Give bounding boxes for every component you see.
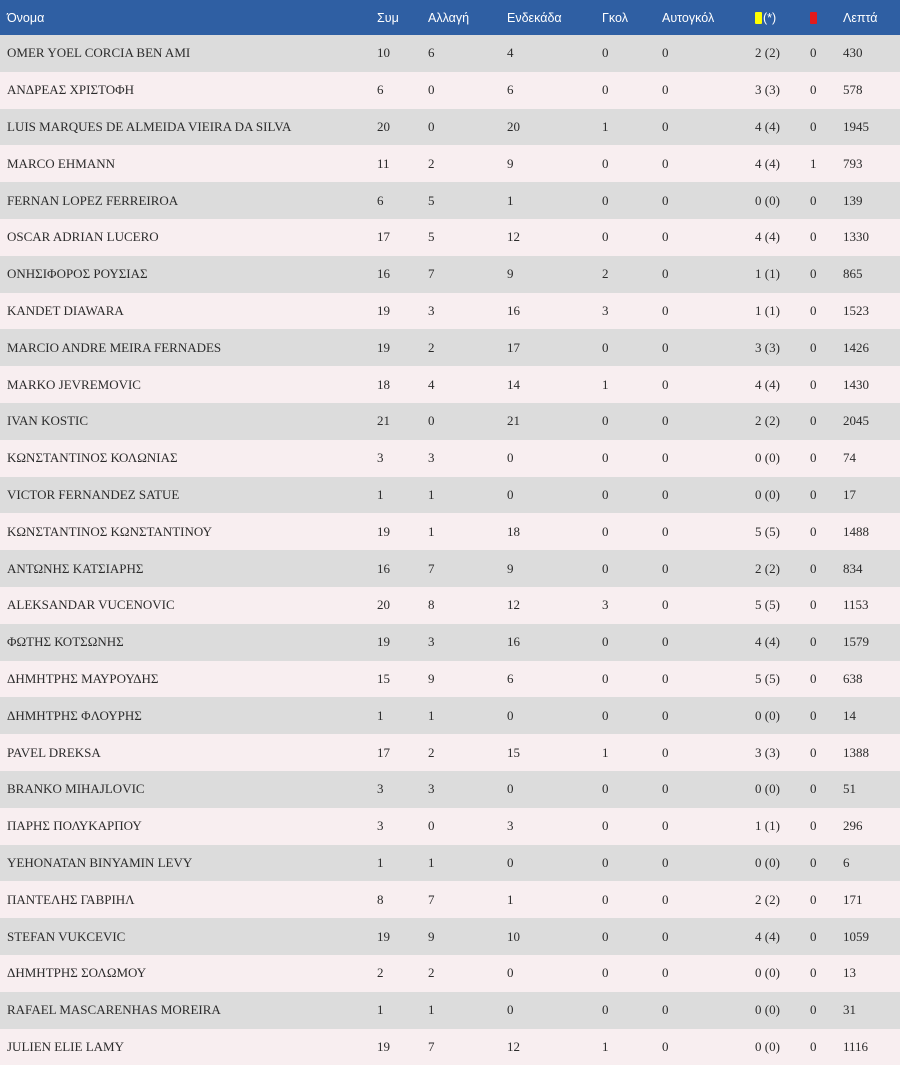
player-starts: 17: [507, 339, 520, 355]
player-own-goals: 0: [662, 192, 669, 208]
player-starts: 1: [507, 192, 514, 208]
player-red-cards: 0: [810, 1002, 817, 1018]
player-red-cards: 0: [810, 229, 817, 245]
player-starts: 21: [507, 413, 520, 429]
header-row: [0, 0, 900, 35]
player-subs: 0: [428, 413, 435, 429]
player-yellow-cards: 0 (0): [755, 1002, 780, 1018]
player-subs: 9: [428, 928, 435, 944]
player-subs: 2: [428, 965, 435, 981]
player-yellow-cards: 4 (4): [755, 155, 780, 171]
player-minutes: 578: [843, 82, 863, 98]
player-apps: 3: [377, 450, 384, 466]
player-yellow-cards: 0 (0): [755, 965, 780, 981]
player-subs: 0: [428, 118, 435, 134]
player-yellow-cards: 0 (0): [755, 450, 780, 466]
player-yellow-cards: 0 (0): [755, 854, 780, 870]
player-minutes: 51: [843, 781, 856, 797]
player-yellow-cards: 5 (5): [755, 523, 780, 539]
player-apps: 19: [377, 1038, 390, 1054]
player-yellow-cards: 4 (4): [755, 118, 780, 134]
player-own-goals: 0: [662, 928, 669, 944]
table-row: [0, 550, 900, 587]
player-apps: 20: [377, 597, 390, 613]
player-subs: 1: [428, 854, 435, 870]
table-row: [0, 35, 900, 72]
player-red-cards: 0: [810, 376, 817, 392]
header-subs[interactable]: Αλλαγή: [428, 10, 470, 25]
player-goals: 0: [602, 450, 609, 466]
header-own-goals[interactable]: Αυτογκόλ: [662, 10, 715, 25]
table-body: [0, 35, 900, 1065]
player-name: MARKO JEVREMOVIC: [7, 376, 141, 392]
player-own-goals: 0: [662, 597, 669, 613]
player-own-goals: 0: [662, 891, 669, 907]
player-subs: 1: [428, 523, 435, 539]
player-subs: 3: [428, 781, 435, 797]
player-apps: 19: [377, 302, 390, 318]
player-starts: 16: [507, 302, 520, 318]
table-header: [0, 0, 900, 35]
player-subs: 5: [428, 229, 435, 245]
player-name: ΑΝΤΩΝΗΣ ΚΑΤΣΙΑΡΗΣ: [7, 560, 144, 576]
player-name: MARCIO ANDRE MEIRA FERNADES: [7, 339, 222, 355]
player-minutes: 430: [843, 45, 863, 61]
player-minutes: 1388: [843, 744, 869, 760]
table-row: [0, 145, 900, 182]
player-starts: 15: [507, 744, 520, 760]
player-name: ΦΩΤΗΣ ΚΟΤΣΩΝΗΣ: [7, 634, 124, 650]
player-red-cards: 0: [810, 82, 817, 98]
player-subs: 3: [428, 634, 435, 650]
table-row: [0, 808, 900, 845]
player-goals: 0: [602, 155, 609, 171]
player-yellow-cards: 1 (1): [755, 266, 780, 282]
red-card-icon: [810, 12, 817, 24]
player-red-cards: 0: [810, 192, 817, 208]
player-minutes: 793: [843, 155, 863, 171]
player-name: ΠΑΝΤΕΛΗΣ ΓΑΒΡΙΗΛ: [7, 891, 135, 907]
table-row: [0, 992, 900, 1029]
player-own-goals: 0: [662, 413, 669, 429]
player-yellow-cards: 4 (4): [755, 928, 780, 944]
player-name: KANDET DIAWARA: [7, 302, 124, 318]
player-goals: 1: [602, 1038, 609, 1054]
player-red-cards: 0: [810, 45, 817, 61]
player-red-cards: 0: [810, 854, 817, 870]
player-subs: 2: [428, 339, 435, 355]
player-name: STEFAN VUKCEVIC: [7, 928, 126, 944]
player-starts: 12: [507, 597, 520, 613]
player-own-goals: 0: [662, 266, 669, 282]
player-minutes: 14: [843, 707, 856, 723]
table-row: [0, 624, 900, 661]
player-minutes: 139: [843, 192, 863, 208]
player-yellow-cards: 1 (1): [755, 302, 780, 318]
player-yellow-cards: 4 (4): [755, 634, 780, 650]
player-apps: 10: [377, 45, 390, 61]
player-starts: 10: [507, 928, 520, 944]
player-name: OMER YOEL CORCIA BEN AMI: [7, 45, 191, 61]
player-red-cards: 1: [810, 155, 817, 171]
player-apps: 1: [377, 854, 384, 870]
player-yellow-cards: 2 (2): [755, 45, 780, 61]
player-own-goals: 0: [662, 818, 669, 834]
player-own-goals: 0: [662, 229, 669, 245]
player-own-goals: 0: [662, 1038, 669, 1054]
player-goals: 0: [602, 965, 609, 981]
player-starts: 12: [507, 229, 520, 245]
player-minutes: 17: [843, 486, 856, 502]
table-row: [0, 513, 900, 550]
player-apps: 8: [377, 891, 384, 907]
player-red-cards: 0: [810, 781, 817, 797]
player-subs: 7: [428, 891, 435, 907]
player-starts: 0: [507, 450, 514, 466]
player-yellow-cards: 3 (3): [755, 339, 780, 355]
player-own-goals: 0: [662, 302, 669, 318]
player-minutes: 2045: [843, 413, 869, 429]
player-starts: 20: [507, 118, 520, 134]
player-name: PAVEL DREKSA: [7, 744, 101, 760]
player-name: LUIS MARQUES DE ALMEIDA VIEIRA DA SILVA: [7, 118, 292, 134]
player-goals: 0: [602, 192, 609, 208]
player-apps: 1: [377, 486, 384, 502]
player-minutes: 171: [843, 891, 863, 907]
player-name: RAFAEL MASCARENHAS MOREIRA: [7, 1002, 221, 1018]
player-goals: 0: [602, 82, 609, 98]
player-minutes: 1579: [843, 634, 869, 650]
player-red-cards: 0: [810, 928, 817, 944]
player-name: ΚΩΝΣΤΑΝΤΙΝΟΣ ΚΟΛΩΝΙΑΣ: [7, 450, 178, 466]
table-row: [0, 771, 900, 808]
table-row: [0, 403, 900, 440]
table-row: [0, 219, 900, 256]
player-apps: 20: [377, 118, 390, 134]
player-name: MARCO EHMANN: [7, 155, 115, 171]
table-row: [0, 256, 900, 293]
player-red-cards: 0: [810, 560, 817, 576]
player-own-goals: 0: [662, 450, 669, 466]
player-apps: 11: [377, 155, 390, 171]
player-subs: 1: [428, 707, 435, 723]
player-subs: 2: [428, 155, 435, 171]
player-subs: 4: [428, 376, 435, 392]
player-minutes: 74: [843, 450, 856, 466]
player-own-goals: 0: [662, 560, 669, 576]
player-subs: 7: [428, 560, 435, 576]
player-own-goals: 0: [662, 1002, 669, 1018]
player-apps: 6: [377, 192, 384, 208]
player-yellow-cards: 0 (0): [755, 707, 780, 723]
player-starts: 0: [507, 854, 514, 870]
player-goals: 0: [602, 523, 609, 539]
player-red-cards: 0: [810, 744, 817, 760]
player-name: YEHONATAN BINYAMIN LEVY: [7, 854, 193, 870]
player-red-cards: 0: [810, 486, 817, 502]
player-starts: 3: [507, 818, 514, 834]
player-goals: 0: [602, 560, 609, 576]
player-yellow-cards: 4 (4): [755, 376, 780, 392]
player-subs: 5: [428, 192, 435, 208]
table-row: [0, 1029, 900, 1065]
player-yellow-cards: 5 (5): [755, 597, 780, 613]
player-yellow-cards: 5 (5): [755, 670, 780, 686]
header-red-cards[interactable]: [810, 0, 843, 35]
player-red-cards: 0: [810, 965, 817, 981]
player-name: ΑΝΔΡΕΑΣ ΧΡΙΣΤΟΦΗ: [7, 82, 135, 98]
player-subs: 0: [428, 818, 435, 834]
player-goals: 0: [602, 670, 609, 686]
player-minutes: 296: [843, 818, 863, 834]
table-row: [0, 329, 900, 366]
table-row: [0, 734, 900, 771]
player-name: VICTOR FERNANDEZ SATUE: [7, 486, 180, 502]
player-subs: 1: [428, 486, 435, 502]
player-yellow-cards: 4 (4): [755, 229, 780, 245]
player-minutes: 6: [843, 854, 850, 870]
player-minutes: 1153: [843, 597, 869, 613]
player-starts: 1: [507, 891, 514, 907]
table-row: [0, 72, 900, 109]
player-apps: 2: [377, 965, 384, 981]
player-goals: 0: [602, 45, 609, 61]
player-yellow-cards: 1 (1): [755, 818, 780, 834]
player-minutes: 1488: [843, 523, 869, 539]
player-goals: 0: [602, 781, 609, 797]
table-row: [0, 661, 900, 698]
player-minutes: 1523: [843, 302, 869, 318]
player-own-goals: 0: [662, 634, 669, 650]
player-goals: 0: [602, 707, 609, 723]
player-apps: 19: [377, 928, 390, 944]
header-yellow-suffix: (*): [763, 10, 777, 25]
player-minutes: 1059: [843, 928, 869, 944]
player-yellow-cards: 2 (2): [755, 560, 780, 576]
player-red-cards: 0: [810, 339, 817, 355]
player-own-goals: 0: [662, 486, 669, 502]
table-row: [0, 293, 900, 330]
player-name: ΔΗΜΗΤΡΗΣ ΣΟΛΩΜΟΥ: [7, 965, 147, 981]
player-starts: 0: [507, 486, 514, 502]
player-name: JULIEN ELIE LAMY: [7, 1038, 124, 1054]
player-minutes: 865: [843, 266, 863, 282]
player-name: IVAN KOSTIC: [7, 413, 89, 429]
player-minutes: 638: [843, 670, 863, 686]
player-name: ΚΩΝΣΤΑΝΤΙΝΟΣ ΚΩΝΣΤΑΝΤΙΝΟΥ: [7, 523, 213, 539]
player-yellow-cards: 0 (0): [755, 1038, 780, 1054]
player-yellow-cards: 2 (2): [755, 891, 780, 907]
player-starts: 4: [507, 45, 514, 61]
table-row: [0, 881, 900, 918]
player-own-goals: 0: [662, 155, 669, 171]
player-red-cards: 0: [810, 1038, 817, 1054]
player-red-cards: 0: [810, 302, 817, 318]
player-goals: 1: [602, 744, 609, 760]
player-goals: 1: [602, 376, 609, 392]
player-subs: 6: [428, 45, 435, 61]
player-red-cards: 0: [810, 818, 817, 834]
player-red-cards: 0: [810, 634, 817, 650]
player-goals: 3: [602, 302, 609, 318]
table-row: [0, 918, 900, 955]
player-goals: 0: [602, 339, 609, 355]
player-starts: 0: [507, 707, 514, 723]
player-apps: 17: [377, 744, 390, 760]
player-red-cards: 0: [810, 413, 817, 429]
player-goals: 1: [602, 118, 609, 134]
player-own-goals: 0: [662, 376, 669, 392]
player-subs: 8: [428, 597, 435, 613]
player-yellow-cards: 0 (0): [755, 486, 780, 502]
player-apps: 3: [377, 818, 384, 834]
player-starts: 9: [507, 266, 514, 282]
player-minutes: 31: [843, 1002, 856, 1018]
player-red-cards: 0: [810, 707, 817, 723]
player-minutes: 1426: [843, 339, 869, 355]
player-apps: 15: [377, 670, 390, 686]
table-row: [0, 697, 900, 734]
player-name: ΔΗΜΗΤΡΗΣ ΦΛΟΥΡΗΣ: [7, 707, 142, 723]
player-apps: 16: [377, 266, 390, 282]
player-starts: 18: [507, 523, 520, 539]
player-name: ΟΝΗΣΙΦΟΡΟΣ ΡΟΥΣΙΑΣ: [7, 266, 148, 282]
player-name: ΠΑΡΗΣ ΠΟΛΥΚΑΡΠΟΥ: [7, 818, 142, 834]
header-name[interactable]: Όνομα: [7, 10, 45, 25]
player-minutes: 834: [843, 560, 863, 576]
player-yellow-cards: 3 (3): [755, 744, 780, 760]
player-yellow-cards: 2 (2): [755, 413, 780, 429]
player-apps: 3: [377, 781, 384, 797]
player-minutes: 1116: [843, 1038, 869, 1054]
player-goals: 0: [602, 486, 609, 502]
player-own-goals: 0: [662, 670, 669, 686]
player-goals: 0: [602, 891, 609, 907]
player-minutes: 1430: [843, 376, 869, 392]
player-apps: 19: [377, 523, 390, 539]
yellow-card-icon: [755, 12, 762, 24]
player-goals: 0: [602, 634, 609, 650]
player-starts: 0: [507, 781, 514, 797]
player-starts: 9: [507, 560, 514, 576]
player-apps: 17: [377, 229, 390, 245]
player-apps: 19: [377, 339, 390, 355]
player-minutes: 13: [843, 965, 856, 981]
player-red-cards: 0: [810, 670, 817, 686]
player-yellow-cards: 0 (0): [755, 192, 780, 208]
player-name: BRANKO MIHAJLOVIC: [7, 781, 145, 797]
player-apps: 18: [377, 376, 390, 392]
player-starts: 6: [507, 82, 514, 98]
header-goals[interactable]: Γκολ: [602, 10, 628, 25]
player-red-cards: 0: [810, 597, 817, 613]
player-apps: 16: [377, 560, 390, 576]
player-goals: 0: [602, 854, 609, 870]
table-row: [0, 366, 900, 403]
header-minutes[interactable]: Λεπτά: [843, 10, 878, 25]
table-row: [0, 955, 900, 992]
player-own-goals: 0: [662, 744, 669, 760]
player-own-goals: 0: [662, 781, 669, 797]
player-yellow-cards: 3 (3): [755, 82, 780, 98]
player-red-cards: 0: [810, 266, 817, 282]
player-apps: 1: [377, 707, 384, 723]
player-yellow-cards: 0 (0): [755, 781, 780, 797]
player-own-goals: 0: [662, 965, 669, 981]
player-own-goals: 0: [662, 523, 669, 539]
player-goals: 0: [602, 1002, 609, 1018]
player-apps: 6: [377, 82, 384, 98]
player-goals: 0: [602, 818, 609, 834]
player-subs: 7: [428, 1038, 435, 1054]
header-apps[interactable]: Συμ: [377, 10, 399, 25]
player-own-goals: 0: [662, 854, 669, 870]
player-starts: 12: [507, 1038, 520, 1054]
table-row: [0, 440, 900, 477]
player-own-goals: 0: [662, 45, 669, 61]
player-goals: 0: [602, 413, 609, 429]
player-red-cards: 0: [810, 118, 817, 134]
player-subs: 9: [428, 670, 435, 686]
player-name: ALEKSANDAR VUCENOVIC: [7, 597, 175, 613]
table-row: [0, 587, 900, 624]
player-apps: 19: [377, 634, 390, 650]
player-own-goals: 0: [662, 82, 669, 98]
player-subs: 2: [428, 744, 435, 760]
table-row: [0, 109, 900, 146]
player-goals: 3: [602, 597, 609, 613]
player-name: ΔΗΜΗΤΡΗΣ ΜΑΥΡΟΥΔΗΣ: [7, 670, 159, 686]
player-own-goals: 0: [662, 118, 669, 134]
table-row: [0, 182, 900, 219]
player-subs: 3: [428, 450, 435, 466]
player-goals: 0: [602, 928, 609, 944]
player-own-goals: 0: [662, 339, 669, 355]
header-starts[interactable]: Ενδεκάδα: [507, 10, 562, 25]
player-subs: 3: [428, 302, 435, 318]
player-starts: 6: [507, 670, 514, 686]
player-apps: 1: [377, 1002, 384, 1018]
player-starts: 0: [507, 965, 514, 981]
player-subs: 0: [428, 82, 435, 98]
player-starts: 0: [507, 1002, 514, 1018]
player-own-goals: 0: [662, 707, 669, 723]
player-starts: 16: [507, 634, 520, 650]
player-minutes: 1330: [843, 229, 869, 245]
player-goals: 0: [602, 229, 609, 245]
table-row: [0, 845, 900, 882]
player-starts: 14: [507, 376, 520, 392]
player-starts: 9: [507, 155, 514, 171]
player-apps: 21: [377, 413, 390, 429]
player-red-cards: 0: [810, 523, 817, 539]
player-name: FERNAN LOPEZ FERREIROA: [7, 192, 179, 208]
player-name: OSCAR ADRIAN LUCERO: [7, 229, 159, 245]
player-red-cards: 0: [810, 891, 817, 907]
table-row: [0, 477, 900, 514]
player-red-cards: 0: [810, 450, 817, 466]
player-subs: 1: [428, 1002, 435, 1018]
header-yellow-cards[interactable]: [755, 0, 810, 35]
player-minutes: 1945: [843, 118, 869, 134]
player-goals: 2: [602, 266, 609, 282]
player-subs: 7: [428, 266, 435, 282]
